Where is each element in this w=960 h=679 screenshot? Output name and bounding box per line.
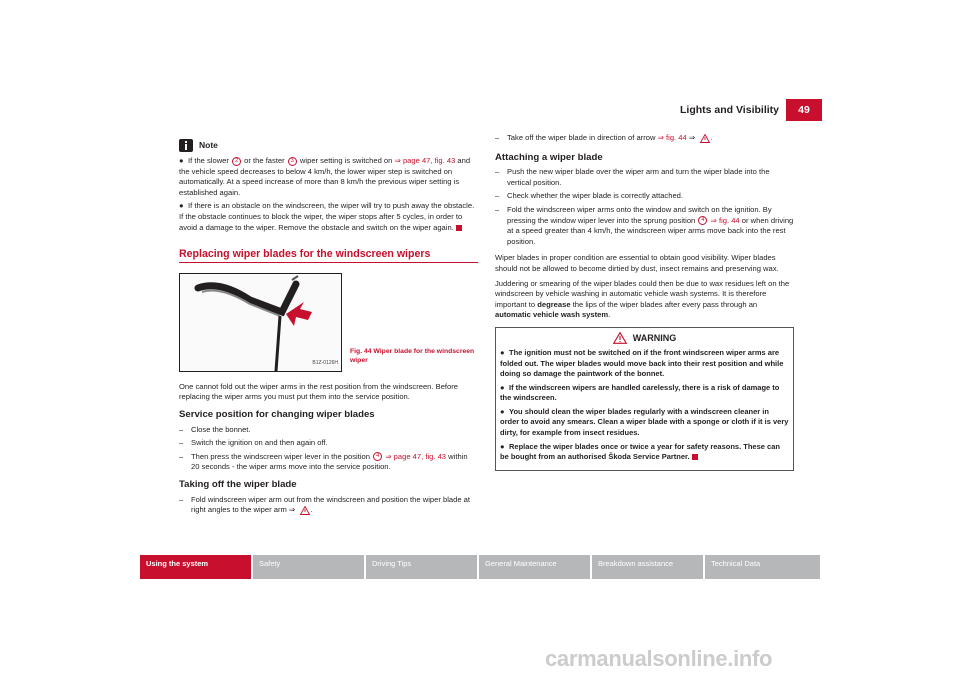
warning-title: WARNING xyxy=(632,332,677,343)
step-item: – Then press the windscreen wiper lever in the position 4 ⇒ page 47, fig. 43 within 20 seconds - the wiper arms move into the service position. xyxy=(179,451,468,472)
note-bullet-1 xyxy=(179,156,478,198)
intro-paragraph: One cannot fold out the wiper arms in the rest position from the windscreen. Before replacing the wiper arms you must put them into the service position. xyxy=(179,381,459,402)
step-item: – Fold the windscreen wiper arms onto the window and switch on the ignition. By pressing the window wiper lever into the sprung position 4 ⇒ fig. 44 or when driving at a speed greater than 4 km/h, the windscreen wiper arms move back into the rest position. xyxy=(495,204,794,246)
note-text: If the slower xyxy=(188,156,232,165)
tab-technical-data[interactable]: Technical Data xyxy=(705,555,820,579)
note-text: and the vehicle speed decreases to below 4 km/h, the lower wiper step is switched on automatically. At a speed increase of more than 8 km/h the previous wiper setting is established again. xyxy=(179,156,471,197)
body-text: the lips of the wiper blades after every pass through an xyxy=(570,299,758,309)
body-paragraph: Wiper blades in proper condition are essential to obtain good visibility. Wiper blades should not be allowed to become dirtied by dust, insect remains and preserving wax. xyxy=(495,253,779,273)
position-marker: 4 xyxy=(698,216,707,225)
step-item: – Fold windscreen wiper arm out from the windscreen and position the wiper blade at right angles to the wiper arm ⇒ . xyxy=(179,494,471,515)
emphasis: degrease xyxy=(537,299,571,309)
note-text: or the faster xyxy=(242,156,287,165)
tab-general-maintenance[interactable]: General Maintenance xyxy=(479,555,590,579)
subsection-title: Service position for changing wiper blades xyxy=(179,408,375,420)
warning-text: Replace the wiper blades once or twice a year for safety reasons. These can be bought from an authorised Škoda Service Partner. xyxy=(500,441,780,462)
step-text: ⇒ xyxy=(686,133,698,142)
warning-bullet: ● If the windscreen wipers are handled carelessly, there is a risk of damage to the windscreen. xyxy=(500,382,780,403)
section-title: Replacing wiper blades for the windscreen wipers xyxy=(179,249,478,263)
caption-line: wiper xyxy=(350,356,368,364)
warning-icon xyxy=(700,133,713,143)
watermark: carmanualsonline.info xyxy=(545,646,773,671)
step-text: within 20 seconds - the wiper arms move into the service position. xyxy=(191,451,468,472)
wiper-blade-illustration xyxy=(179,273,342,372)
step-text: . xyxy=(710,133,713,142)
tab-safety[interactable]: Safety xyxy=(253,555,364,579)
page-header-title: Lights and Visibility xyxy=(680,104,779,116)
bullet-dot: ● xyxy=(179,201,184,211)
note-text: If there is an obstacle on the windscreen, the wiper will try to push away the obstacle. If the obstacle continues to block the wiper, the wiper stops after 5 cycles, in order to avoid a damage to the wiper. Remove the obstacle and switch on the wiper again. xyxy=(179,201,475,232)
position-marker: 4 xyxy=(373,452,382,461)
figure-caption xyxy=(350,348,474,372)
note-title: Note xyxy=(199,140,218,151)
note-header xyxy=(179,139,478,152)
emphasis: automatic vehicle wash system xyxy=(495,310,609,320)
tab-using-the-system[interactable]: Using the system xyxy=(140,555,251,579)
body-text: . xyxy=(608,310,611,320)
step-text: Close the bonnet. xyxy=(191,424,251,434)
warning-body xyxy=(496,348,793,470)
chapter-tabs xyxy=(140,555,822,579)
caption-line: Fig. 44 Wiper blade for the windscreen xyxy=(350,348,475,356)
note-bullet-2 xyxy=(179,201,478,233)
page-reference-link[interactable]: ⇒ page 47, fig. 43 xyxy=(394,156,456,165)
warning-box xyxy=(495,327,794,471)
step-item: – Close the bonnet. xyxy=(179,425,478,436)
body-text: Juddering or smearing of the wiper blades could then be due to wax residues left on the windscreen by vehicle washing in automatic vehicle wash systems. It is therefore important to xyxy=(495,278,790,309)
step-text: or when driving at a speed greater than 4 km/h, the windscreen wiper arms move back into the rest position. xyxy=(507,215,794,246)
info-icon xyxy=(179,139,193,152)
step-text: Then press the windscreen wiper lever in the position xyxy=(191,451,373,461)
figure-code: B1Z-0126H xyxy=(312,360,338,367)
warning-icon xyxy=(300,505,313,515)
note-text: wiper setting is switched on xyxy=(297,156,395,165)
page-number: 49 xyxy=(786,99,822,121)
step-item: – Take off the wiper blade in direction of arrow ⇒ fig. 44 ⇒ . xyxy=(495,133,713,142)
body-paragraph xyxy=(495,279,794,321)
tab-driving-tips[interactable]: Driving Tips xyxy=(366,555,477,579)
step-text: Fold the windscreen wiper arms onto the window and switch on the ignition. By pressing the window wiper lever into the sprung position xyxy=(507,204,772,225)
warning-bullet: ● You should clean the wiper blades regularly with a windscreen cleaner in order to avoid any smears. Clean a wiper blade with a sponge or cloth if it is very dirty, for example from insect residues. xyxy=(500,406,789,438)
step-item: – Push the new wiper blade over the wiper arm and turn the wiper blade into the vertical position. xyxy=(495,167,794,188)
page-reference-link[interactable]: ⇒ page 47, fig. 43 xyxy=(383,451,447,461)
step-text: . xyxy=(310,505,313,515)
section-end-marker xyxy=(456,225,462,231)
step-text: Switch the ignition on and then again off. xyxy=(191,438,328,448)
step-text: Push the new wiper blade over the wiper arm and turn the wiper blade into the vertical position. xyxy=(507,167,770,187)
step-item: – Check whether the wiper blade is correctly attached. xyxy=(495,191,794,202)
bullet-dot: ● xyxy=(179,156,184,165)
warning-text: If the windscreen wipers are handled carelessly, there is a risk of damage to the windscreen. xyxy=(500,382,780,403)
step-item: – Switch the ignition on and then again off. xyxy=(179,438,478,449)
warning-text: You should clean the wiper blades regularly with a windscreen cleaner in order to avoid any smears. Clean a wiper blade with a sponge or cloth if it is very dirty, for example from insect residues. xyxy=(500,406,789,438)
step-text: Fold windscreen wiper arm out from the windscreen and position the wiper blade at right angles to the wiper arm ⇒ xyxy=(191,494,471,515)
step-text: Take off the wiper blade in direction of arrow xyxy=(507,133,658,142)
warning-text: The ignition must not be switched on if the front windscreen wiper arms are folded out. The wiper blades would move back into their rest position and while doing so damage the paintwork of the bonnet. xyxy=(500,347,784,379)
section-end-marker xyxy=(692,454,698,460)
position-marker: 2 xyxy=(232,157,241,166)
figure-44 xyxy=(179,273,478,372)
position-marker: 3 xyxy=(288,157,297,166)
subsection-title: Taking off the wiper blade xyxy=(179,478,297,490)
figure-reference-link[interactable]: ⇒ fig. 44 xyxy=(708,215,740,225)
warning-triangle-icon xyxy=(613,332,627,344)
step-text: Check whether the wiper blade is correctly attached. xyxy=(507,191,684,201)
left-column xyxy=(179,139,478,519)
warning-bullet: ● The ignition must not be switched on if the front windscreen wiper arms are folded out. The wiper blades would move back into their rest position and while doing so damage the paintwork of the bonnet. xyxy=(500,347,784,379)
subsection-title: Attaching a wiper blade xyxy=(495,151,603,163)
warning-header xyxy=(496,328,793,348)
warning-bullet: ● Replace the wiper blades once or twice a year for safety reasons. These can be bought from an authorised Škoda Service Partner. xyxy=(500,441,780,462)
tab-breakdown-assistance[interactable]: Breakdown assistance xyxy=(592,555,703,579)
figure-reference-link[interactable]: ⇒ fig. 44 xyxy=(657,133,687,142)
right-column xyxy=(495,133,794,471)
